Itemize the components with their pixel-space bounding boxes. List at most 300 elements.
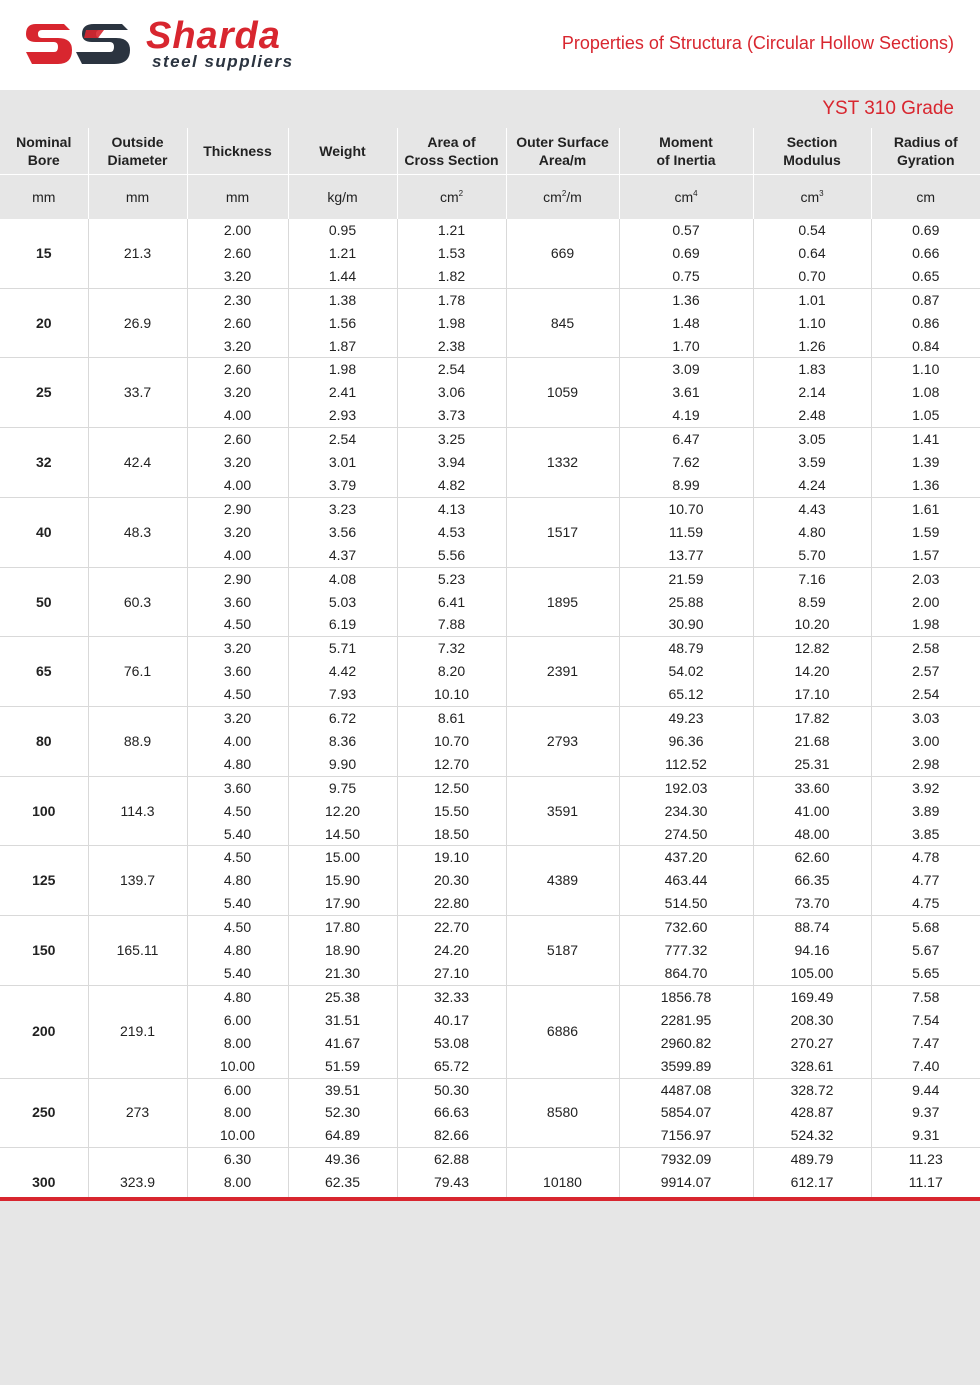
section-modulus-cell: 270.27: [753, 1032, 871, 1055]
outer-surface-area-cell: 4389: [506, 846, 619, 916]
section-modulus-cell: 2.48: [753, 404, 871, 427]
table-row: [0, 428, 980, 451]
thickness-cell: 3.20: [187, 265, 288, 288]
moment-of-inertia-cell: 864.70: [619, 962, 753, 985]
outer-surface-area-cell: 1517: [506, 497, 619, 567]
radius-of-gyration-cell: 1.39: [912, 454, 940, 471]
moment-of-inertia-cell: 1856.78: [619, 985, 753, 1008]
section-modulus-cell: 105.00: [753, 962, 871, 985]
moment-of-inertia-cell: 7932.09: [619, 1148, 753, 1171]
cross-section-area-cell: 5.23: [397, 567, 506, 590]
section-modulus-cell: 10.20: [753, 613, 871, 636]
moment-of-inertia-cell: 234.30: [619, 800, 753, 823]
nominal-bore-cell: 250: [0, 1078, 88, 1148]
outside-diameter-cell: 26.9: [88, 288, 187, 358]
outer-surface-area-cell: 845: [506, 288, 619, 358]
moment-of-inertia-cell: 21.59: [619, 567, 753, 590]
radius-of-gyration-cell: 1.98: [912, 616, 940, 633]
weight-cell: 52.30: [288, 1101, 397, 1124]
thickness-cell: 3.60: [187, 776, 288, 799]
outside-diameter-cell: 42.4: [88, 428, 187, 498]
weight-cell: 39.51: [288, 1078, 397, 1101]
thickness-cell: 4.00: [187, 544, 288, 567]
thickness-cell: 2.60: [187, 242, 288, 265]
weight-cell: 9.75: [288, 776, 397, 799]
thickness-cell: 4.00: [187, 474, 288, 497]
column-header-label: Outside: [111, 134, 164, 150]
moment-of-inertia-cell: 2960.82: [619, 1032, 753, 1055]
ss-logo-icon: [24, 20, 142, 68]
column-unit: [187, 175, 288, 220]
column-unit-exponent: 3: [819, 189, 824, 198]
column-unit: [753, 175, 871, 220]
nominal-bore-cell: 20: [0, 288, 88, 358]
weight-cell: 1.21: [288, 242, 397, 265]
thickness-cell: 4.50: [187, 800, 288, 823]
outer-surface-area-cell: 8580: [506, 1078, 619, 1148]
moment-of-inertia-cell: 732.60: [619, 916, 753, 939]
section-modulus-cell: 1.83: [753, 358, 871, 381]
section-modulus-cell: 41.00: [753, 800, 871, 823]
outer-surface-area-cell: 3591: [506, 776, 619, 846]
column-header-label: Radius of: [893, 134, 958, 150]
weight-cell: 15.00: [288, 846, 397, 869]
section-modulus-cell: 208.30: [753, 1009, 871, 1032]
section-modulus-cell: 612.17: [753, 1171, 871, 1194]
section-modulus-cell: 17.82: [753, 707, 871, 730]
weight-cell: 41.67: [288, 1032, 397, 1055]
weight-cell: 2.41: [288, 381, 397, 404]
nominal-bore-cell: 65: [0, 637, 88, 707]
moment-of-inertia-cell: 4487.08: [619, 1078, 753, 1101]
section-modulus-cell: 25.31: [753, 753, 871, 776]
moment-of-inertia-cell: 463.44: [619, 869, 753, 892]
column-unit: [619, 175, 753, 220]
weight-cell: 3.79: [288, 474, 397, 497]
column-header: [187, 128, 288, 175]
radius-of-gyration-cell: 1.36: [912, 476, 940, 493]
column-header-label: Outer Surface: [516, 134, 609, 150]
moment-of-inertia-cell: 1.48: [619, 312, 753, 335]
thickness-cell: 4.80: [187, 869, 288, 892]
weight-cell: 4.08: [288, 567, 397, 590]
table-row: [0, 985, 980, 1008]
column-header: [506, 128, 619, 175]
moment-of-inertia-cell: 3599.89: [619, 1055, 753, 1078]
radius-of-gyration-cell: 9.37: [912, 1104, 940, 1121]
weight-cell: 3.56: [288, 521, 397, 544]
column-header-label: Diameter: [107, 152, 168, 168]
weight-cell: 3.01: [288, 451, 397, 474]
outer-surface-area-cell: 669: [506, 219, 619, 288]
column-unit-label: cm: [916, 189, 936, 205]
weight-cell: 14.50: [288, 823, 397, 846]
radius-of-gyration-cell: 1.08: [912, 384, 940, 401]
column-unit-suffix: /m: [566, 189, 582, 205]
cross-section-area-cell: 65.72: [397, 1055, 506, 1078]
outside-diameter-cell: 48.3: [88, 497, 187, 567]
radius-of-gyration-cell: 0.69: [912, 222, 940, 238]
section-modulus-cell: 3.59: [753, 451, 871, 474]
thickness-cell: 4.00: [187, 730, 288, 753]
moment-of-inertia-cell: 1.70: [619, 335, 753, 358]
column-unit-label: cm: [439, 189, 459, 205]
section-modulus-cell: 328.72: [753, 1078, 871, 1101]
moment-of-inertia-cell: 96.36: [619, 730, 753, 753]
page-footer: [0, 1201, 980, 1385]
outer-surface-area-cell: 1059: [506, 358, 619, 428]
section-modulus-cell: 0.54: [753, 219, 871, 242]
cross-section-area-cell: 22.80: [397, 892, 506, 915]
nominal-bore-cell: 125: [0, 846, 88, 916]
section-modulus-cell: 8.59: [753, 591, 871, 614]
moment-of-inertia-cell: 112.52: [619, 753, 753, 776]
weight-cell: 51.59: [288, 1055, 397, 1078]
thickness-cell: 3.20: [187, 637, 288, 660]
nominal-bore-cell: 40: [0, 497, 88, 567]
moment-of-inertia-cell: 2281.95: [619, 1009, 753, 1032]
thickness-cell: 2.60: [187, 428, 288, 451]
section-modulus-cell: 88.74: [753, 916, 871, 939]
cross-section-area-cell: 24.20: [397, 939, 506, 962]
table-body: [0, 219, 980, 1217]
weight-cell: 62.35: [288, 1171, 397, 1194]
weight-cell: 1.87: [288, 335, 397, 358]
thickness-cell: 5.40: [187, 823, 288, 846]
brand-name: Sharda: [146, 15, 281, 57]
cross-section-area-cell: 1.82: [397, 265, 506, 288]
radius-of-gyration-cell: 11.17: [908, 1174, 943, 1191]
thickness-cell: 6.30: [187, 1148, 288, 1171]
section-modulus-cell: 489.79: [753, 1148, 871, 1171]
radius-of-gyration-cell: 0.66: [912, 244, 940, 261]
grade-label: YST 310 Grade: [822, 98, 954, 119]
moment-of-inertia-cell: 11.59: [619, 521, 753, 544]
radius-of-gyration-cell: 1.59: [912, 523, 940, 540]
thickness-cell: 8.00: [187, 1101, 288, 1124]
table-row: [0, 219, 980, 242]
moment-of-inertia-cell: 4.19: [619, 404, 753, 427]
moment-of-inertia-cell: 192.03: [619, 776, 753, 799]
weight-cell: 15.90: [288, 869, 397, 892]
brand-tagline: steel suppliers: [152, 52, 294, 71]
moment-of-inertia-cell: 5854.07: [619, 1101, 753, 1124]
radius-of-gyration-cell: 3.03: [871, 707, 980, 730]
radius-of-gyration-cell: 4.77: [912, 872, 940, 889]
column-unit-label: mm: [125, 189, 150, 205]
weight-cell: 8.36: [288, 730, 397, 753]
radius-of-gyration-cell: 7.47: [912, 1034, 940, 1051]
column-header-label: Bore: [27, 152, 60, 168]
weight-cell: 18.90: [288, 939, 397, 962]
outer-surface-area-cell: 6886: [506, 985, 619, 1078]
thickness-cell: 4.50: [187, 846, 288, 869]
cross-section-area-cell: 6.41: [397, 591, 506, 614]
column-header: [0, 128, 88, 175]
column-header: [753, 128, 871, 175]
thickness-cell: 3.20: [187, 521, 288, 544]
thickness-cell: 2.60: [187, 358, 288, 381]
cross-section-area-cell: 10.10: [397, 683, 506, 706]
section-modulus-cell: 48.00: [753, 823, 871, 846]
radius-of-gyration-cell: 2.58: [871, 637, 980, 660]
column-header-label: Modulus: [783, 152, 841, 168]
weight-cell: 5.03: [288, 591, 397, 614]
radius-of-gyration-cell: 0.84: [912, 337, 940, 354]
table-row: [0, 497, 980, 520]
weight-cell: 17.80: [288, 916, 397, 939]
column-unit: [506, 175, 619, 220]
thickness-cell: 8.00: [187, 1171, 288, 1194]
weight-cell: 7.93: [288, 683, 397, 706]
moment-of-inertia-cell: 9914.07: [619, 1171, 753, 1194]
cross-section-area-cell: 4.82: [397, 474, 506, 497]
thickness-cell: 10.00: [187, 1055, 288, 1078]
nominal-bore-cell: 200: [0, 985, 88, 1078]
section-modulus-cell: 328.61: [753, 1055, 871, 1078]
thickness-cell: 3.20: [187, 335, 288, 358]
thickness-cell: 4.80: [187, 753, 288, 776]
column-unit-label: cm: [674, 189, 694, 205]
cross-section-area-cell: 3.73: [397, 404, 506, 427]
thickness-cell: 8.00: [187, 1032, 288, 1055]
column-header-label: Thickness: [203, 143, 272, 159]
cross-section-area-cell: 79.43: [397, 1171, 506, 1194]
weight-cell: 2.54: [288, 428, 397, 451]
cross-section-area-cell: 27.10: [397, 962, 506, 985]
cross-section-area-cell: 12.50: [397, 776, 506, 799]
weight-cell: 6.19: [288, 613, 397, 636]
cross-section-area-cell: 1.53: [397, 242, 506, 265]
radius-of-gyration-cell: 7.40: [912, 1057, 940, 1074]
nominal-bore-cell: 25: [0, 358, 88, 428]
moment-of-inertia-cell: 0.75: [619, 265, 753, 288]
column-header-label: Moment: [659, 134, 713, 150]
cross-section-area-cell: 7.32: [397, 637, 506, 660]
cross-section-area-cell: 19.10: [397, 846, 506, 869]
outside-diameter-cell: 273: [88, 1078, 187, 1148]
moment-of-inertia-cell: 274.50: [619, 823, 753, 846]
column-header-label: Nominal: [16, 134, 72, 150]
radius-of-gyration-cell: 3.92: [871, 776, 980, 799]
section-modulus-cell: 73.70: [753, 892, 871, 915]
weight-cell: 49.36: [288, 1148, 397, 1171]
column-header-label: Area/m: [538, 152, 587, 168]
thickness-cell: 3.20: [187, 451, 288, 474]
thickness-cell: 2.00: [187, 219, 288, 242]
table-row: [0, 637, 980, 660]
section-modulus-cell: 3.05: [753, 428, 871, 451]
column-unit: [88, 175, 187, 220]
radius-of-gyration-cell: 2.54: [912, 686, 940, 703]
radius-of-gyration-cell: 1.05: [912, 407, 940, 424]
section-modulus-cell: 4.24: [753, 474, 871, 497]
cross-section-area-cell: 53.08: [397, 1032, 506, 1055]
cross-section-area-cell: 40.17: [397, 1009, 506, 1032]
thickness-cell: 4.80: [187, 939, 288, 962]
radius-of-gyration-cell: 4.75: [912, 895, 940, 912]
section-modulus-cell: 66.35: [753, 869, 871, 892]
section-modulus-cell: 1.26: [753, 335, 871, 358]
thickness-cell: 5.40: [187, 962, 288, 985]
column-header: [397, 128, 506, 175]
cross-section-area-cell: 1.78: [397, 288, 506, 311]
column-unit-label: mm: [32, 189, 56, 205]
cross-section-area-cell: 1.98: [397, 312, 506, 335]
cross-section-area-cell: 7.88: [397, 613, 506, 636]
table-row: [0, 846, 980, 869]
weight-cell: 5.71: [288, 637, 397, 660]
radius-of-gyration-cell: 4.78: [871, 846, 980, 869]
outside-diameter-cell: 60.3: [88, 567, 187, 637]
section-modulus-cell: 169.49: [753, 985, 871, 1008]
outside-diameter-cell: 114.3: [88, 776, 187, 846]
column-header-label: Gyration: [896, 152, 955, 168]
radius-of-gyration-cell: 5.67: [912, 942, 940, 959]
weight-cell: 1.44: [288, 265, 397, 288]
radius-of-gyration-cell: 5.65: [912, 965, 940, 981]
moment-of-inertia-cell: 65.12: [619, 683, 753, 706]
cross-section-area-cell: 82.66: [397, 1124, 506, 1147]
column-header-label: of Inertia: [656, 152, 716, 168]
cross-section-area-cell: 20.30: [397, 869, 506, 892]
table-row: [0, 288, 980, 311]
thickness-cell: 4.50: [187, 916, 288, 939]
table-row: [0, 358, 980, 381]
column-unit-label: kg/m: [327, 189, 358, 205]
moment-of-inertia-cell: 25.88: [619, 591, 753, 614]
column-header: [871, 128, 980, 175]
weight-cell: 17.90: [288, 892, 397, 915]
weight-cell: 3.23: [288, 497, 397, 520]
thickness-cell: 2.30: [187, 288, 288, 311]
outside-diameter-cell: 165.11: [88, 916, 187, 986]
column-unit: [871, 175, 980, 220]
section-modulus-cell: 4.80: [753, 521, 871, 544]
weight-cell: 4.37: [288, 544, 397, 567]
nominal-bore-cell: 32: [0, 428, 88, 498]
outer-surface-area-cell: 5187: [506, 916, 619, 986]
nominal-bore-cell: 150: [0, 916, 88, 986]
column-header: [619, 128, 753, 175]
outside-diameter-cell: 33.7: [88, 358, 187, 428]
section-modulus-cell: 62.60: [753, 846, 871, 869]
moment-of-inertia-cell: 1.36: [619, 288, 753, 311]
outside-diameter-cell: 219.1: [88, 985, 187, 1078]
moment-of-inertia-cell: 437.20: [619, 846, 753, 869]
thickness-cell: 4.50: [187, 613, 288, 636]
column-header-label: Cross Section: [404, 152, 499, 168]
outside-diameter-cell: 139.7: [88, 846, 187, 916]
radius-of-gyration-cell: 0.65: [912, 267, 940, 284]
weight-cell: 2.93: [288, 404, 397, 427]
moment-of-inertia-cell: 30.90: [619, 613, 753, 636]
thickness-cell: 6.00: [187, 1078, 288, 1101]
column-unit: [288, 175, 397, 220]
table-row: [0, 1078, 980, 1101]
column-header-label: Area of: [427, 134, 476, 150]
section-modulus-cell: 12.82: [753, 637, 871, 660]
weight-cell: 1.56: [288, 312, 397, 335]
cross-section-area-cell: 8.20: [397, 660, 506, 683]
thickness-cell: 3.20: [187, 707, 288, 730]
moment-of-inertia-cell: 7.62: [619, 451, 753, 474]
cross-section-area-cell: 5.56: [397, 544, 506, 567]
thickness-cell: 2.90: [187, 567, 288, 590]
column-header: [88, 128, 187, 175]
radius-of-gyration-cell: 1.57: [912, 546, 940, 563]
radius-of-gyration-cell: 0.87: [871, 288, 980, 311]
outer-surface-area-cell: 2793: [506, 707, 619, 777]
section-modulus-cell: 1.01: [753, 288, 871, 311]
section-modulus-cell: 0.70: [753, 265, 871, 288]
radius-of-gyration-cell: 7.58: [871, 985, 980, 1008]
moment-of-inertia-cell: 3.09: [619, 358, 753, 381]
cross-section-area-cell: 8.61: [397, 707, 506, 730]
column-header-label: Section: [786, 134, 838, 150]
section-modulus-cell: 1.10: [753, 312, 871, 335]
column-unit: [0, 175, 88, 220]
radius-of-gyration-cell: 1.10: [871, 358, 980, 381]
radius-of-gyration-cell: 2.03: [871, 567, 980, 590]
nominal-bore-cell: 80: [0, 707, 88, 777]
table-row: [0, 916, 980, 939]
nominal-bore-cell: 100: [0, 776, 88, 846]
thickness-cell: 4.50: [187, 683, 288, 706]
column-unit-exponent: 2: [458, 189, 464, 198]
section-modulus-cell: 7.16: [753, 567, 871, 590]
weight-cell: 1.98: [288, 358, 397, 381]
section-modulus-cell: 17.10: [753, 683, 871, 706]
weight-cell: 6.72: [288, 707, 397, 730]
cross-section-area-cell: 50.30: [397, 1078, 506, 1101]
table-row: [0, 707, 980, 730]
moment-of-inertia-cell: 8.99: [619, 474, 753, 497]
column-unit-label: cm: [800, 189, 820, 205]
moment-of-inertia-cell: 3.61: [619, 381, 753, 404]
moment-of-inertia-cell: 54.02: [619, 660, 753, 683]
cross-section-area-cell: 1.21: [397, 219, 506, 242]
thickness-cell: 4.80: [187, 985, 288, 1008]
cross-section-area-cell: 3.25: [397, 428, 506, 451]
table-row: [0, 567, 980, 590]
section-modulus-cell: 94.16: [753, 939, 871, 962]
cross-section-area-cell: 18.50: [397, 823, 506, 846]
weight-cell: 4.42: [288, 660, 397, 683]
moment-of-inertia-cell: 7156.97: [619, 1124, 753, 1147]
cross-section-area-cell: 32.33: [397, 985, 506, 1008]
column-unit-label: mm: [225, 189, 250, 205]
section-modulus-cell: 14.20: [753, 660, 871, 683]
weight-cell: 0.95: [288, 219, 397, 242]
moment-of-inertia-cell: 0.69: [619, 242, 753, 265]
thickness-cell: 4.00: [187, 404, 288, 427]
section-modulus-cell: 524.32: [753, 1124, 871, 1147]
table-row: [0, 1148, 980, 1171]
thickness-cell: 2.90: [187, 497, 288, 520]
thickness-cell: 6.00: [187, 1009, 288, 1032]
radius-of-gyration-cell: 2.00: [912, 593, 940, 610]
cross-section-area-cell: 22.70: [397, 916, 506, 939]
table-row: [0, 776, 980, 799]
section-modulus-cell: 428.87: [753, 1101, 871, 1124]
cross-section-area-cell: 2.54: [397, 358, 506, 381]
cross-section-area-cell: 12.70: [397, 753, 506, 776]
column-unit-exponent: 4: [693, 189, 698, 198]
section-modulus-cell: 21.68: [753, 730, 871, 753]
weight-cell: 21.30: [288, 962, 397, 985]
outer-surface-area-cell: 1332: [506, 428, 619, 498]
